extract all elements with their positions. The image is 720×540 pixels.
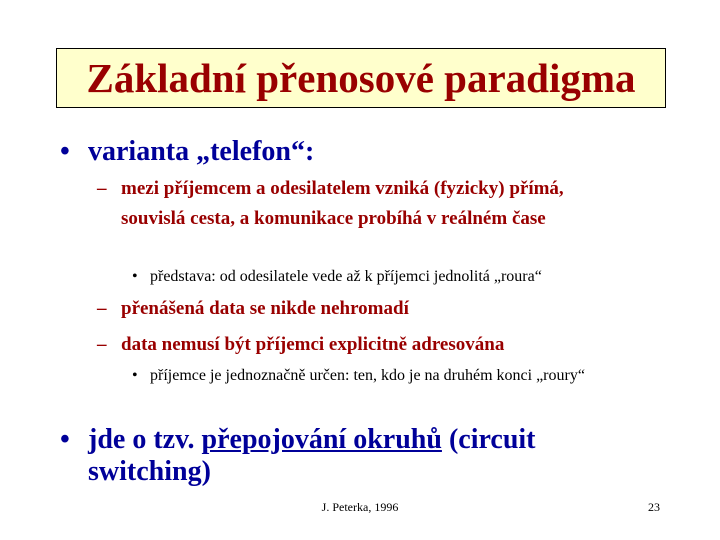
bullet-level1-telefon: [60, 136, 660, 168]
bullet-text: příjemce je jednoznačně určen: ten, kdo je na druhém konci „roury“: [150, 367, 585, 384]
bullet-level2-no-addressing: [97, 330, 657, 360]
bullet-level3-pipe: [132, 265, 672, 289]
bullet-dash-icon: –: [97, 178, 107, 199]
bullet-dot-icon: •: [60, 424, 70, 455]
bullet-dot-icon: •: [60, 136, 70, 167]
footer-author: J. Peterka, 1996: [321, 500, 399, 514]
bullet-dash-icon: –: [97, 334, 107, 355]
bullet-text: varianta „telefon“:: [88, 136, 315, 167]
bullet-level1-circuit-switching: [60, 424, 660, 488]
bullet-dash-icon: –: [97, 298, 107, 319]
bullet-text: představa: od odesilatele vede až k příjemci jednolitá „roura“: [150, 268, 542, 285]
bullet-text: data nemusí být příjemci explicitně adresována: [121, 334, 505, 355]
hyperlink-circuit-switching[interactable]: přepojování okruhů: [201, 424, 442, 455]
slide-title: Základní přenosové paradigma: [86, 55, 636, 101]
bullet-text: [88, 424, 648, 488]
footer-page-number: 23: [648, 500, 660, 514]
bullet-text: mezi příjemcem a odesilatelem vzniká (fyzicky) přímá, souvislá cesta, a komunikace probíhá v reálném čase: [121, 178, 564, 229]
bullet-dot-icon: •: [132, 268, 138, 285]
bullet-level3-receiver: [132, 364, 652, 388]
title-box: [56, 48, 666, 108]
bullet-dot-icon: •: [132, 367, 138, 384]
bullet-level2-direct-path: [97, 174, 617, 234]
bullet-text: přenášená data se nikde nehromadí: [121, 298, 409, 319]
bullet-text-prefix: jde o tzv.: [88, 424, 195, 455]
bullet-level2-no-buffering: [97, 294, 657, 324]
bullet-text-suffix: (circuit switching): [88, 424, 536, 487]
